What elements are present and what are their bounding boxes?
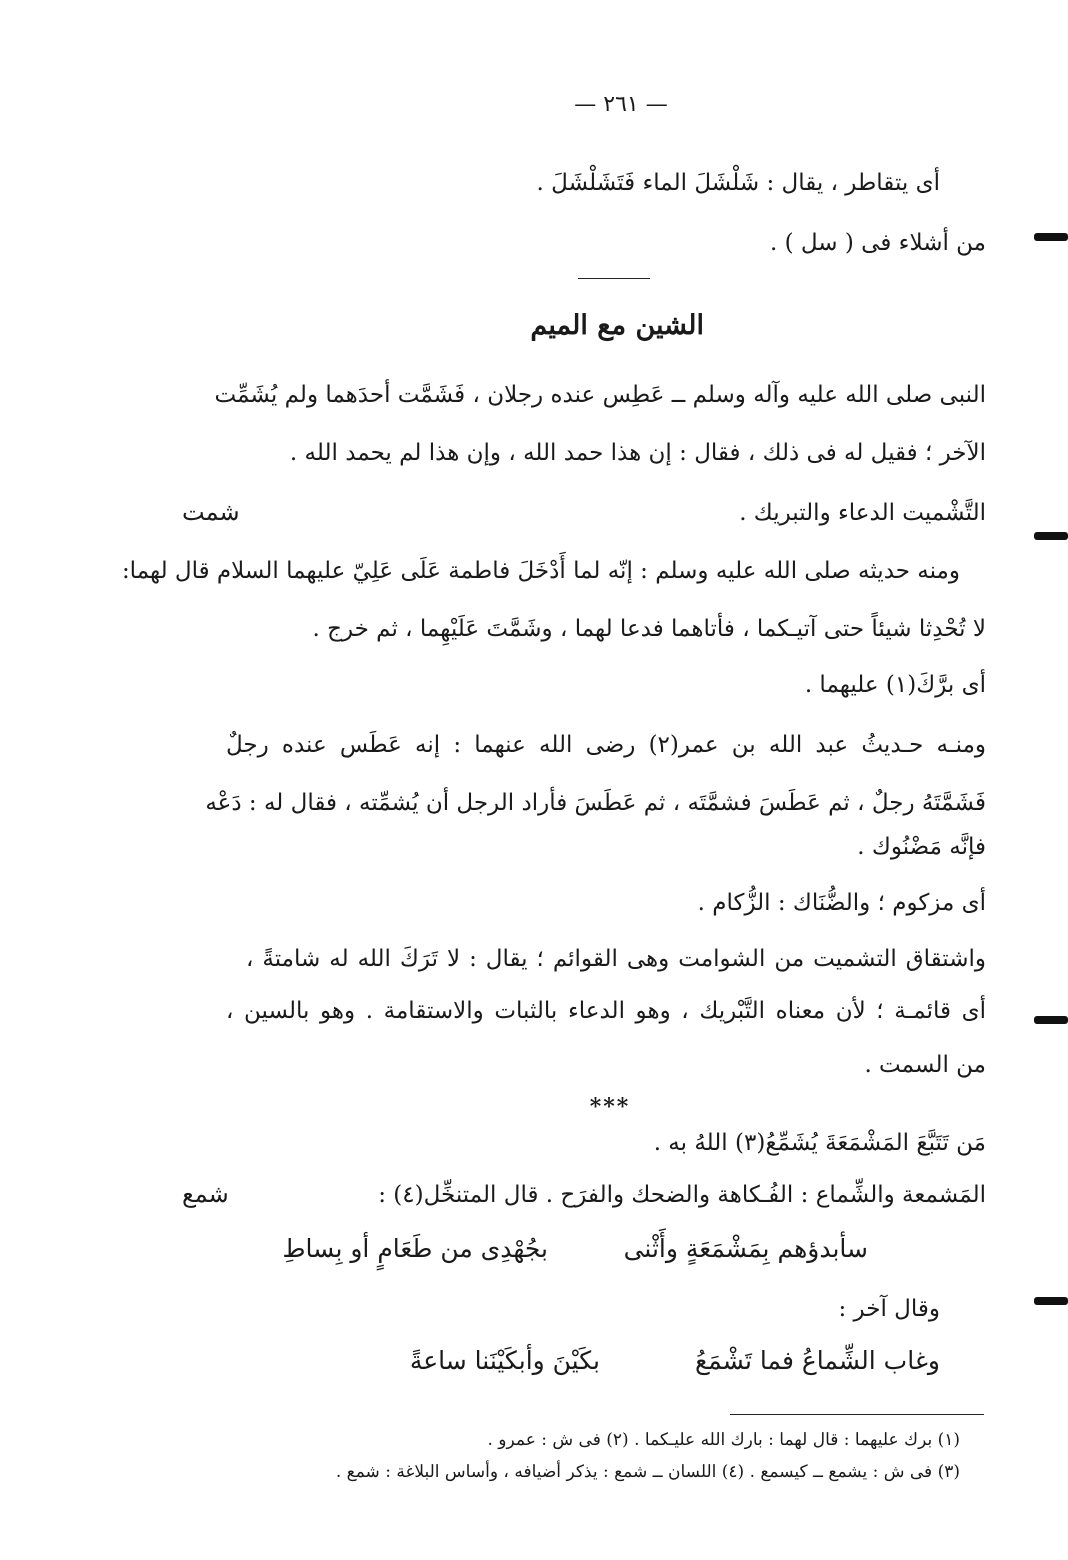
text-line: فَشَمَّتَهُ رجلٌ ، ثم عَطَسَ فشمَّتَه ، ثم عَطَسَ فأراد الرجل أن يُشمِّته ، فقال له : دَعْه	[205, 790, 986, 816]
text-line: فإنَّه مَضْنُوك .	[857, 834, 986, 860]
text-line: واشتقاق التشميت من الشوامت وهى القوائم ؛ يقال : لا تَرَكَ الله له شامتةً ،	[246, 946, 986, 972]
margin-keyword: شمع	[182, 1180, 229, 1208]
section-divider	[578, 278, 650, 279]
text-line: ومنه حديثه صلى الله عليه وسلم : إنّه لما أَدْخَلَ فاطمة عَلَى عَلِيّ عليهما السلام قال لهما:	[121, 558, 960, 584]
text-line: مَن تَتَبَّعَ المَشْمَعَةَ يُشَمِّعُ(٣) اللهُ به .	[653, 1130, 986, 1156]
margin-mark	[1034, 1016, 1068, 1024]
verse-hemistich: وغاب الشِّماعُ فما تَشْمَعُ	[694, 1346, 940, 1375]
text-line: المَشمعة والشِّماع : الفُـكاهة والضحك والفرَح . قال المتنخِّل(٤) :	[378, 1182, 986, 1208]
text-line: وقال آخر :	[838, 1296, 940, 1322]
footnote-line: (٣) فى ش : يشمع ــ كيسمع . (٤) اللسان ــ شمع : يذكر أضيافه ، وأساس البلاغة : شمع .	[335, 1462, 960, 1482]
text-line: التَّشْميت الدعاء والتبريك .	[739, 500, 986, 526]
text-line: ومنـه حـديثُ عبد الله بن عمر(٢) رضى الله عنهما : إنه عَطَس عنده رجلٌ	[226, 732, 986, 758]
text-line: لا تُحْدِثا شيئاً حتى آتيـكما ، فأتاهما فدعا لهما ، وشَمَّتَ عَلَيْهِما ، ثم خرج .	[312, 616, 986, 642]
text-line: أى يتقاطر ، يقال : شَلْشَلَ الماء فَتَشَلْشَلَ .	[536, 170, 940, 196]
text-line: أى مزكوم ؛ والضُّنَاك : الزُّكام .	[697, 890, 986, 916]
text-line: الآخر ؛ فقيل له فى ذلك ، فقال : إن هذا حمد الله ، وإن هذا لم يحمد الله .	[289, 440, 986, 466]
text-line: أى قائمـة ؛ لأن معناه التَّبْريك ، وهو الدعاء بالثبات والاستقامة . وهو بالسين ،	[226, 998, 986, 1024]
margin-mark	[1034, 1297, 1068, 1305]
margin-mark	[1034, 532, 1068, 540]
footnote-rule	[730, 1414, 984, 1415]
margin-keyword: شمت	[182, 498, 240, 526]
separator-stars: ***	[589, 1094, 631, 1120]
verse-hemistich: سأبدؤهم بِمَشْمَعَةٍ وأَثْنى	[623, 1234, 868, 1263]
text-line: من السمت .	[864, 1052, 986, 1078]
footnote-line: (١) برك عليهما : قال لهما : بارك الله عليـكما . (٢) فى ش : عمرو .	[487, 1430, 960, 1450]
margin-mark	[1034, 233, 1068, 241]
text-line: النبى صلى الله عليه وآله وسلم ــ عَطِس عنده رجلان ، فَشَمَّت أحدَهما ولم يُشَمِّت	[214, 382, 986, 408]
verse-hemistich: بجُهْدِى من طَعَامٍ أو بِساطِ	[282, 1234, 548, 1263]
page-number: — ٢٦١ —	[574, 92, 668, 117]
verse-hemistich: بكَيْنَ وأبكَيْنَنا ساعةً	[409, 1346, 600, 1375]
text-line: من أشلاء فى ( سل ) .	[769, 230, 986, 256]
section-title: الشين مع الميم	[530, 310, 704, 341]
text-line: أى برَّكَ(١) عليهما .	[804, 672, 986, 698]
